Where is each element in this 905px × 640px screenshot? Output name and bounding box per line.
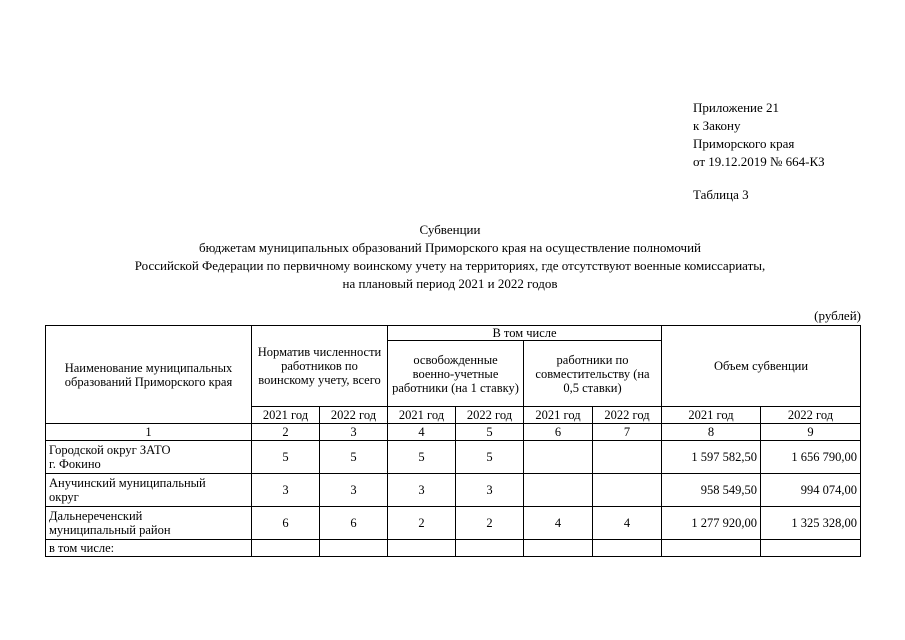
appendix-line: к Закону xyxy=(693,118,741,133)
column-number: 4 xyxy=(388,424,456,441)
header-year: 2021 год xyxy=(662,407,761,424)
appendix-line: Приложение 21 xyxy=(693,100,780,115)
document-title xyxy=(40,221,860,293)
table-row xyxy=(46,540,861,557)
header-year: 2021 год xyxy=(252,407,320,424)
table-row xyxy=(46,474,861,507)
column-number: 5 xyxy=(456,424,524,441)
title-line: бюджетам муниципальных образований Приморского края на осуществление полномочий xyxy=(198,240,701,255)
row-name-line: муниципальный район xyxy=(49,523,171,537)
cell-norm-2021: 5 xyxy=(252,441,320,474)
cell-norm-2022: 3 xyxy=(320,474,388,507)
header-year: 2021 год xyxy=(388,407,456,424)
appendix-line: от 19.12.2019 № 664-КЗ xyxy=(693,154,825,169)
cell-volume-2021 xyxy=(662,540,761,557)
cell-parttime-2022 xyxy=(593,540,662,557)
title-line: Российской Федерации по первичному воинскому учету на территориях, где отсутствуют военные комиссариаты, xyxy=(134,258,766,273)
row-name: в том числе: xyxy=(46,540,252,557)
header-including: В том числе xyxy=(388,326,662,341)
cell-freed-2021: 5 xyxy=(388,441,456,474)
column-number-row xyxy=(46,424,861,441)
cell-freed-2021: 2 xyxy=(388,507,456,540)
cell-volume-2021: 958 549,50 xyxy=(662,474,761,507)
header-year: 2022 год xyxy=(320,407,388,424)
cell-norm-2022 xyxy=(320,540,388,557)
header-name: Наименование муниципальных образований Приморского края xyxy=(46,326,252,424)
appendix-line: Приморского края xyxy=(693,136,795,151)
unit-label: (рублей) xyxy=(814,308,861,323)
header-volume: Объем субвенции xyxy=(662,326,861,407)
column-number: 3 xyxy=(320,424,388,441)
cell-parttime-2021 xyxy=(524,474,593,507)
cell-freed-2022: 5 xyxy=(456,441,524,474)
header-year: 2022 год xyxy=(593,407,662,424)
cell-volume-2022: 1 325 328,00 xyxy=(761,507,861,540)
cell-norm-2021: 3 xyxy=(252,474,320,507)
table-row xyxy=(46,441,861,474)
cell-freed-2021 xyxy=(388,540,456,557)
header-year: 2022 год xyxy=(456,407,524,424)
cell-volume-2022: 994 074,00 xyxy=(761,474,861,507)
table-row xyxy=(46,507,861,540)
cell-freed-2021: 3 xyxy=(388,474,456,507)
cell-parttime-2022: 4 xyxy=(593,507,662,540)
row-name-line: округ xyxy=(49,490,79,504)
row-name-line: Городской округ ЗАТО xyxy=(49,443,171,457)
header-norm: Норматив численности работников по воинскому учету, всего xyxy=(252,326,388,407)
cell-parttime-2021: 4 xyxy=(524,507,593,540)
cell-volume-2021: 1 597 582,50 xyxy=(662,441,761,474)
cell-volume-2022: 1 656 790,00 xyxy=(761,441,861,474)
row-name-line: г. Фокино xyxy=(49,457,101,471)
cell-norm-2022: 5 xyxy=(320,441,388,474)
cell-volume-2021: 1 277 920,00 xyxy=(662,507,761,540)
header-freed: освобожденные военно-учетные работники (на 1 ставку) xyxy=(388,341,524,407)
cell-freed-2022: 2 xyxy=(456,507,524,540)
cell-parttime-2022 xyxy=(593,441,662,474)
subsidy-table xyxy=(45,325,861,557)
header-year: 2022 год xyxy=(761,407,861,424)
table-number: Таблица 3 xyxy=(693,187,749,202)
appendix-reference xyxy=(693,99,825,171)
column-number: 9 xyxy=(761,424,861,441)
cell-norm-2021 xyxy=(252,540,320,557)
row-name xyxy=(46,474,252,507)
row-name xyxy=(46,507,252,540)
cell-freed-2022 xyxy=(456,540,524,557)
title-line: Субвенции xyxy=(419,222,481,237)
header-part-time: работники по совместительству (на 0,5 ставки) xyxy=(524,341,662,407)
header-year: 2021 год xyxy=(524,407,593,424)
cell-parttime-2022 xyxy=(593,474,662,507)
column-number: 8 xyxy=(662,424,761,441)
row-name-line: Дальнереченский xyxy=(49,509,143,523)
row-name-line: Анучинский муниципальный xyxy=(49,476,206,490)
column-number: 1 xyxy=(46,424,252,441)
cell-parttime-2021 xyxy=(524,441,593,474)
cell-norm-2022: 6 xyxy=(320,507,388,540)
title-line: на плановый период 2021 и 2022 годов xyxy=(342,276,558,291)
column-number: 2 xyxy=(252,424,320,441)
cell-parttime-2021 xyxy=(524,540,593,557)
column-number: 7 xyxy=(593,424,662,441)
cell-norm-2021: 6 xyxy=(252,507,320,540)
column-number: 6 xyxy=(524,424,593,441)
row-name xyxy=(46,441,252,474)
cell-volume-2022 xyxy=(761,540,861,557)
cell-freed-2022: 3 xyxy=(456,474,524,507)
